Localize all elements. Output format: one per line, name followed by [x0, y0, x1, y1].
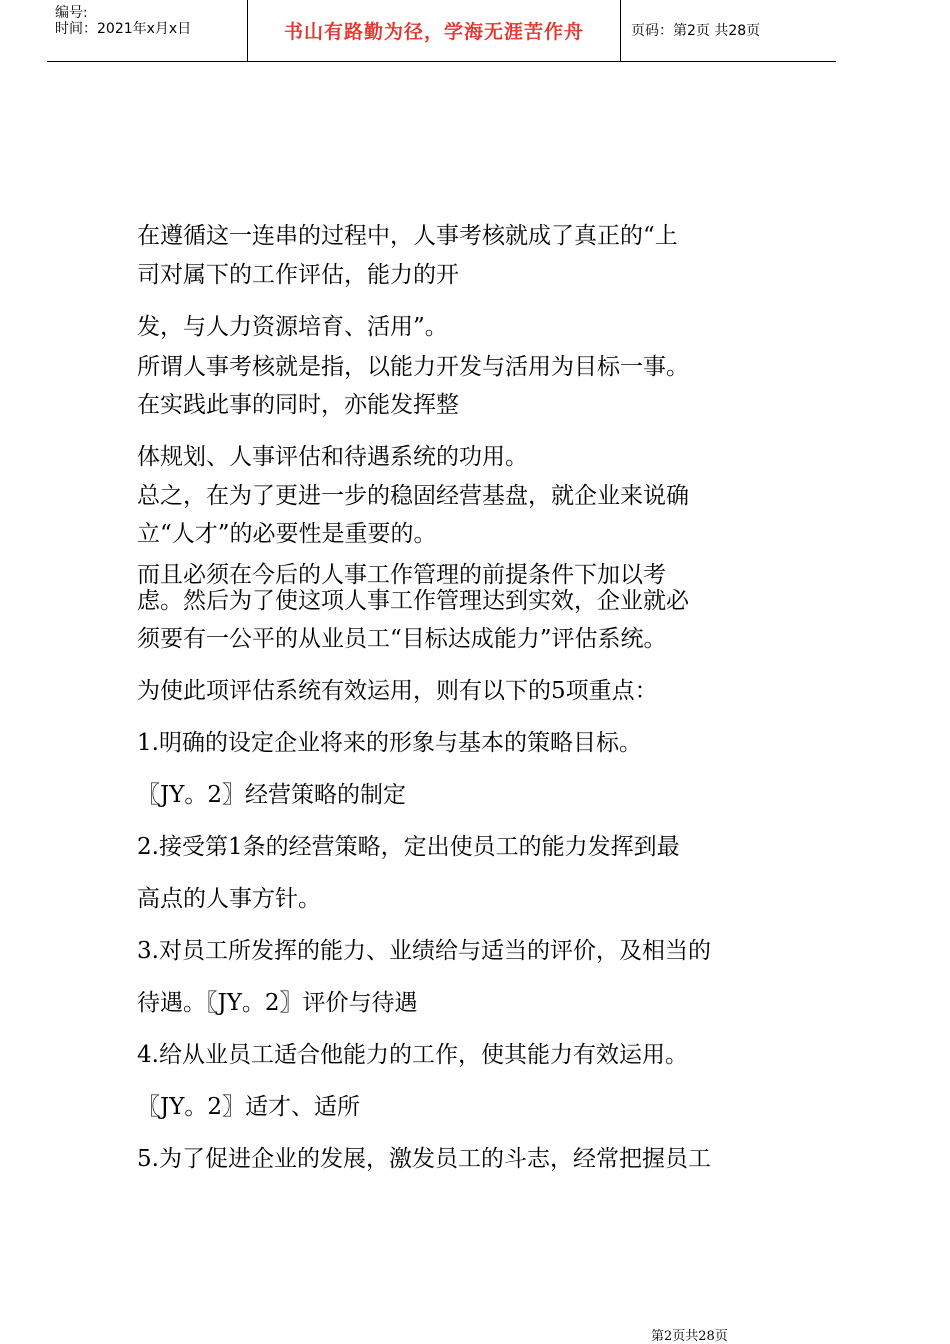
body-line: 立“人才”的必要性是重要的。: [137, 521, 437, 547]
body-line: 4.给从业员工适合他能力的工作，使其能力有效运用。: [137, 1042, 688, 1068]
body-line: 〖JY。2〗适才、适所: [137, 1094, 361, 1120]
body-line: 3.对员工所发挥的能力、业绩给与适当的评价，及相当的: [137, 938, 711, 964]
document-time-label: 时间：2021年x月x日: [55, 21, 192, 37]
body-line: 而且必须在今后的人事工作管理的前提条件下加以考: [137, 562, 666, 588]
body-line: 所谓人事考核就是指，以能力开发与活用为目标一事。: [137, 354, 689, 380]
body-line: 在遵循这一连串的过程中，人事考核就成了真正的“上: [137, 223, 678, 249]
body-line: 须要有一公平的从业员工“目标达成能力”评估系统。: [137, 626, 667, 652]
body-line: 为使此项评估系统有效运用，则有以下的5项重点：: [137, 678, 658, 704]
body-line: 发，与人力资源培育、活用”。: [137, 314, 448, 340]
body-line: 高点的人事方针。: [137, 886, 321, 912]
body-line: 虑。然后为了使这项人事工作管理达到实效，企业就必: [137, 588, 689, 614]
body-line: 在实践此事的同时，亦能发挥整: [137, 392, 459, 418]
body-line: 5.为了促进企业的发展，激发员工的斗志，经常把握员工: [137, 1146, 711, 1172]
header-page-number: 页码：第2页 共28页: [631, 23, 761, 39]
body-line: 1.明确的设定企业将来的形象与基本的策略目标。: [137, 730, 642, 756]
body-line: 司对属下的工作评估，能力的开: [137, 262, 459, 288]
page-footer-number: 第2页共28页: [651, 1329, 728, 1344]
body-line: 2.接受第1条的经营策略，定出使员工的能力发挥到最: [137, 834, 680, 860]
document-number-label: 编号:: [55, 5, 88, 21]
body-line: 体规划、人事评估和待遇系统的功用。: [137, 444, 528, 470]
body-line: 待遇。〖JY。2〗评价与待遇: [137, 990, 418, 1016]
header-motto: 书山有路勤为径，学海无涯苦作舟: [283, 21, 584, 43]
body-line: 〖JY。2〗经营策略的制定: [137, 782, 407, 808]
body-line: 总之，在为了更进一步的稳固经营基盘，就企业来说确: [137, 483, 689, 509]
